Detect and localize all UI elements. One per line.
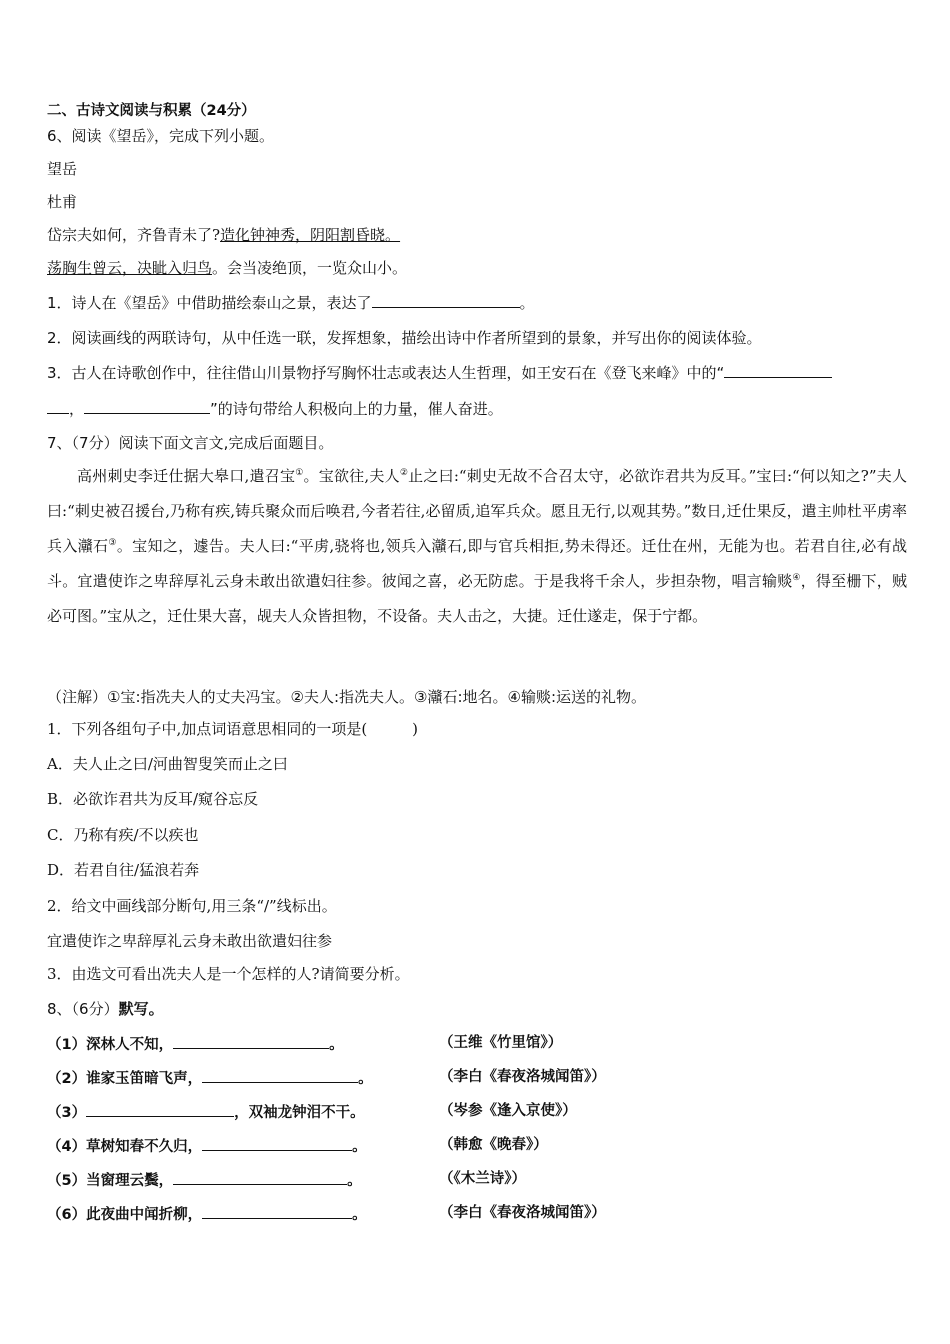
q8-intro	[47, 1000, 164, 1018]
poem-line-1-plain: 岱宗夫如何，齐鲁青未了?	[47, 226, 221, 244]
q6-sub3-sep: ，	[69, 400, 85, 418]
q6-intro: 6、阅读《望岳》，完成下列小题。	[47, 127, 275, 145]
q6-sub3-blank-1b[interactable]	[47, 399, 69, 414]
q7-p4: 。宝知之，遽告。夫人曰:“平虏,骁将也,领兵入灨石,即与官兵相拒,势未得还。迁仕在州，无能为也。若君自往,必有战斗。宜遣使诈之卑辞厚礼云身未敢出欲遣妇往参。彼闻之喜，必无防虑。于是我将千余人，步担杂物，唱言输赕	[47, 537, 907, 590]
q6-sub3-line2	[47, 399, 503, 418]
q8-intro-bold: 默写。	[118, 1000, 164, 1018]
q8-item-2	[47, 1068, 606, 1088]
q8-item-4-source: （韩愈《晚春》）	[439, 1137, 548, 1153]
q8-item-1-end: 。	[329, 1037, 344, 1053]
q6-sub3-text: 3．古人在诗歌创作中，往往借山川景物抒写胸怀壮志或表达人生哲理，如王安石在《登飞来峰》中的“	[47, 364, 725, 382]
q7-p1: 高州刺史李迁仕据大皋口,遣召宝	[77, 467, 296, 485]
q8-item-1-text: （1）深林人不知，	[47, 1037, 174, 1053]
q7-sub2: 2．给文中画线部分断句,用三条“/”线标出。	[47, 897, 337, 915]
q6-sub1-suffix: 。	[519, 294, 535, 312]
q7-p1-note: ①	[295, 468, 304, 478]
q8-item-3-text: （3）	[47, 1105, 87, 1121]
q8-intro-prefix: 8、（6分）	[47, 1000, 119, 1018]
poem-author: 杜甫	[47, 193, 78, 211]
q7-p5: ，得至栅下，贼必可图。”宝从之，迁仕果大喜，觇夫人众皆担物，不设备。夫人击之，大捷。迁仕遂走，保于宁都。	[47, 572, 907, 625]
q6-sub3-blank-1a[interactable]	[724, 363, 832, 378]
q6-sub3-tail: ”的诗句带给人积极向上的力量，催人奋进。	[210, 400, 503, 418]
q7-sub3: 3．由选文可看出冼夫人是一个怎样的人?请简要分析。	[47, 965, 410, 983]
q6-sub1-blank[interactable]	[372, 293, 520, 308]
poem-line-2-plain: 。会当凌绝顶，一览众山小。	[212, 259, 408, 277]
poem-line-1	[47, 226, 400, 244]
q7-sub2-text: 宜遣使诈之卑辞厚礼云身未敢出欲遣妇往参	[47, 932, 333, 950]
q8-item-5-end: 。	[347, 1173, 362, 1189]
q7-p3-note: ③	[108, 538, 117, 548]
q7-passage-text	[47, 459, 907, 634]
q8-item-4	[47, 1136, 548, 1156]
poem-line-2	[47, 259, 407, 277]
q8-item-2-end: 。	[358, 1071, 373, 1087]
q8-item-2-blank[interactable]	[202, 1068, 358, 1083]
section-title: 二、古诗文阅读与积累（24分）	[47, 103, 256, 119]
q7-sub1: 1．下列各组句子中,加点词语意思相同的一项是( )	[47, 720, 419, 738]
q8-item-3-source: （岑参《逢入京使》）	[439, 1103, 577, 1119]
q8-item-5-source: （《木兰诗》）	[439, 1171, 526, 1187]
q7-passage	[47, 459, 907, 634]
q8-item-2-source: （李白《春夜洛城闻笛》）	[439, 1069, 606, 1085]
q8-item-1-source: （王维《竹里馆》）	[439, 1035, 563, 1051]
q7-option-a[interactable]: A．夫人止之曰/河曲智叟笑而止之曰	[47, 755, 288, 773]
q7-option-b[interactable]: B．必欲诈君共为反耳/窥谷忘反	[47, 790, 259, 808]
q8-item-4-text: （4）草树知春不久归，	[47, 1139, 203, 1155]
q8-item-6-text: （6）此夜曲中闻折柳，	[47, 1207, 203, 1223]
q8-item-3-end: ，双袖龙钟泪不干。	[234, 1105, 365, 1121]
q8-item-5-text: （5）当窗理云鬓，	[47, 1173, 174, 1189]
q7-option-c[interactable]: C．乃称有疾/不以疾也	[47, 826, 199, 844]
q7-p3: 止之曰:“刺史无故不合召太守，必欲诈君共为反耳。”宝曰:“何以知之?”夫人曰:“刺史被召援台,乃称有疾,铸兵聚众而后唤君,今者若往,必留质,追军兵众。愿且无行,以观其势。”数日,迁仕果反，遣主帅杜平虏率兵入灨石	[47, 467, 907, 555]
q7-p4-note: ④	[792, 573, 801, 583]
q8-item-3	[47, 1102, 577, 1122]
q8-item-6-source: （李白《春夜洛城闻笛》）	[439, 1205, 606, 1221]
poem-line-1-underlined: 造化钟神秀，阴阳割昏晓。	[220, 226, 401, 244]
q8-item-5	[47, 1170, 526, 1190]
q8-item-6	[47, 1204, 606, 1224]
q8-item-6-end: 。	[352, 1207, 367, 1223]
q6-sub3-blank-2[interactable]	[84, 399, 210, 414]
q7-intro: 7、（7分）阅读下面文言文,完成后面题目。	[47, 434, 334, 452]
q8-item-3-blank[interactable]	[86, 1102, 234, 1117]
poem-title: 望岳	[47, 160, 78, 178]
q7-p2: 。宝欲往,夫人	[303, 467, 400, 485]
q8-item-4-end: 。	[352, 1139, 367, 1155]
q8-item-5-blank[interactable]	[173, 1170, 347, 1185]
q6-sub3-line1	[47, 363, 832, 382]
q6-sub1-text: 1．诗人在《望岳》中借助描绘泰山之景，表达了	[47, 294, 372, 312]
q8-item-1-blank[interactable]	[173, 1034, 329, 1049]
q7-note: （注解）①宝:指冼夫人的丈夫冯宝。②夫人:指冼夫人。③灨石:地名。④输赕:运送的礼物。	[47, 688, 647, 706]
q8-item-2-text: （2）谁家玉笛暗飞声，	[47, 1071, 203, 1087]
poem-line-2-underlined: 荡胸生曾云，决眦入归鸟	[47, 259, 213, 277]
q6-sub1	[47, 293, 535, 312]
q8-item-1	[47, 1034, 562, 1054]
q8-item-6-blank[interactable]	[202, 1204, 352, 1219]
q6-sub2: 2．阅读画线的两联诗句，从中任选一联，发挥想象，描绘出诗中作者所望到的景象，并写出你的阅读体验。	[47, 329, 762, 347]
q7-p2-note: ②	[399, 468, 409, 478]
q7-option-d[interactable]: D．若君自往/猛浪若奔	[47, 861, 200, 879]
q8-item-4-blank[interactable]	[202, 1136, 352, 1151]
